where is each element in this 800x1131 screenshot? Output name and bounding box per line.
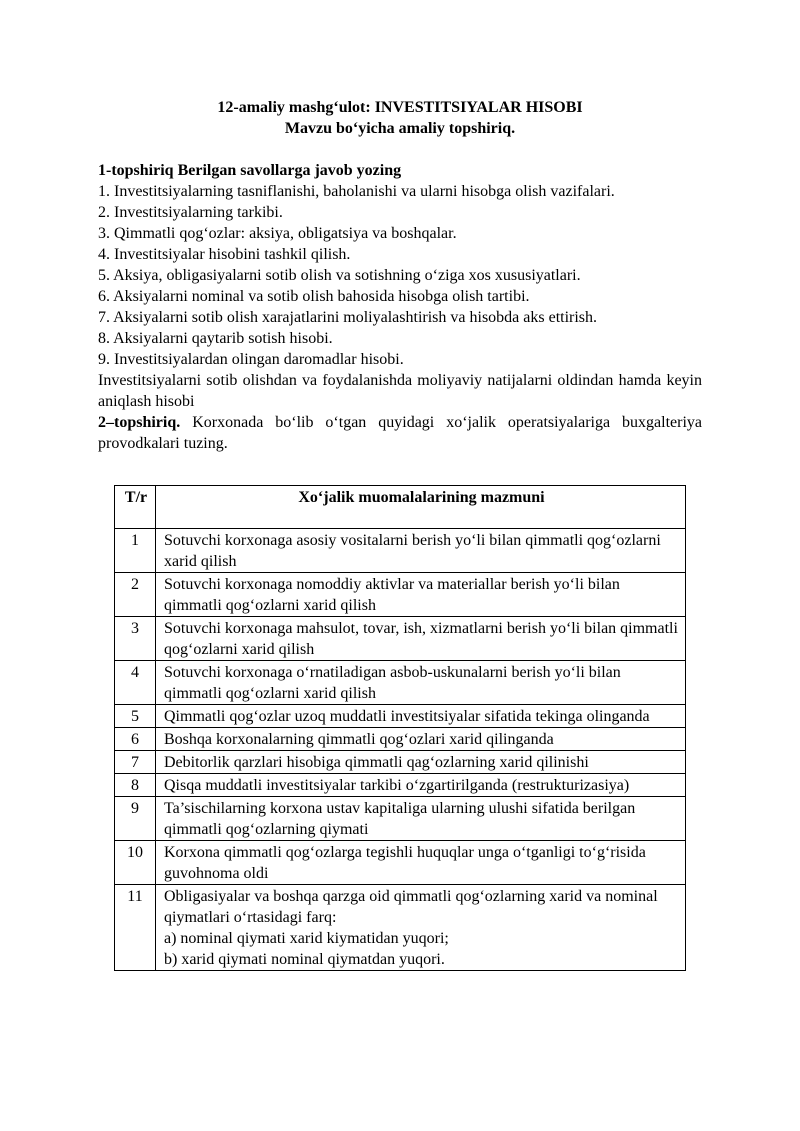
row-text: Debitorlik qarzlari hisobiga qimmatli qag‘ozlarning xarid qilinishi <box>156 751 686 774</box>
task1-heading: 1-topshiriq Berilgan savollarga javob yozing <box>98 162 402 179</box>
table-row <box>115 728 686 751</box>
question-item: 9. Investitsiyalardan olingan daromadlar hisobi. <box>98 351 404 368</box>
row-number: 2 <box>115 573 156 617</box>
row-text: Ta’sischilarning korxona ustav kapitaliga ularning ulushi sifatida berilgan qimmatli qog‘ozlarning qiymati <box>156 797 686 841</box>
row-number: 7 <box>115 751 156 774</box>
row-text: Sotuvchi korxonaga nomoddiy aktivlar va materiallar berish yo‘li bilan qimmatli qog‘ozlarni xarid qilish <box>156 573 686 617</box>
row-text: Boshqa korxonalarning qimmatli qog‘ozlari xarid qilinganda <box>156 728 686 751</box>
question-item: 5. Aksiya, obligasiyalarni sotib olish va sotishning o‘ziga xos xususiyatlari. <box>98 267 581 284</box>
operations-table <box>114 485 686 971</box>
row-text: Korxona qimmatli qog‘ozlarga tegishli huquqlar unga o‘tganligi to‘g‘risida guvohnoma oldi <box>156 841 686 885</box>
question-item: 8. Aksiyalarni qaytarib sotish hisobi. <box>98 330 333 347</box>
question-item: 4. Investitsiyalar hisobini tashkil qilish. <box>98 246 351 263</box>
table-row <box>115 661 686 705</box>
table-row <box>115 797 686 841</box>
row-text: Qisqa muddatli investitsiyalar tarkibi o‘zgartirilganda (restrukturizasiya) <box>156 774 686 797</box>
table-row <box>115 841 686 885</box>
table-row <box>115 751 686 774</box>
row-number: 3 <box>115 617 156 661</box>
table-row <box>115 885 686 971</box>
question-item: 1. Investitsiyalarning tasniflanishi, baholanishi va ularni hisobga olish vazifalari. <box>98 183 615 200</box>
column-header-content: Xo‘jalik muomalalarining mazmuni <box>156 486 686 529</box>
table-row <box>115 617 686 661</box>
row-text: Obligasiyalar va boshqa qarzga oid qimmatli qog‘ozlarning xarid va nominal qiymatlari o‘rtasidagi farq: a) nominal qiymati xarid kiymatidan yuqori; b) xarid qiymati nominal qiymatdan yuqori. <box>156 885 686 971</box>
spacer <box>98 139 702 160</box>
row-text: Qimmatli qog‘ozlar uzoq muddatli investitsiyalar sifatida tekinga olinganda <box>156 705 686 728</box>
row-number: 5 <box>115 705 156 728</box>
page-title: 12-amaliy mashg‘ulot: INVESTITSIYALAR HISOBI <box>217 99 583 116</box>
table-row <box>115 705 686 728</box>
page-subtitle: Mavzu bo‘yicha amaliy topshiriq. <box>284 120 516 137</box>
row-text: Sotuvchi korxonaga o‘rnatiladigan asbob-uskunalarni berish yo‘li bilan qimmatli qog‘ozlarni xarid qilish <box>156 661 686 705</box>
question-item: 6. Aksiyalarni nominal va sotib olish bahosida hisobga olish tartibi. <box>98 288 530 305</box>
task2-heading: 2–topshiriq. <box>98 414 181 431</box>
question-item: 2. Investitsiyalarning tarkibi. <box>98 204 283 221</box>
table-row <box>115 529 686 573</box>
row-number: 10 <box>115 841 156 885</box>
row-number: 1 <box>115 529 156 573</box>
table-row <box>115 774 686 797</box>
question-item: 7. Aksiyalarni sotib olish xarajatlarini moliyalashtirish va hisobda aks ettirish. <box>98 309 598 326</box>
row-number: 11 <box>115 885 156 971</box>
column-header-number: T/r <box>115 486 156 529</box>
task1-closing: Investitsiyalarni sotib olishdan va foydalanishda moliyaviy natijalarni oldindan hamda keyin aniqlash hisobi <box>98 372 702 410</box>
table-row <box>115 573 686 617</box>
table-header-row <box>115 486 686 529</box>
row-number: 9 <box>115 797 156 841</box>
row-number: 6 <box>115 728 156 751</box>
row-text: Sotuvchi korxonaga asosiy vositalarni berish yo‘li bilan qimmatli qog‘ozlarni xarid qilish <box>156 529 686 573</box>
task2-text: Korxonada bo‘lib o‘tgan quyidagi xo‘jalik operatsiyalariga buxgalteriya provodkalari tuzing. <box>98 414 702 452</box>
row-number: 8 <box>115 774 156 797</box>
question-list <box>98 181 702 370</box>
document-page <box>98 97 702 454</box>
row-text: Sotuvchi korxonaga mahsulot, tovar, ish, xizmatlarni berish yo‘li bilan qimmatli qog‘ozlarni xarid qilish <box>156 617 686 661</box>
task2-paragraph <box>98 412 702 454</box>
question-item: 3. Qimmatli qog‘ozlar: aksiya, obligatsiya va boshqalar. <box>98 225 457 242</box>
row-number: 4 <box>115 661 156 705</box>
